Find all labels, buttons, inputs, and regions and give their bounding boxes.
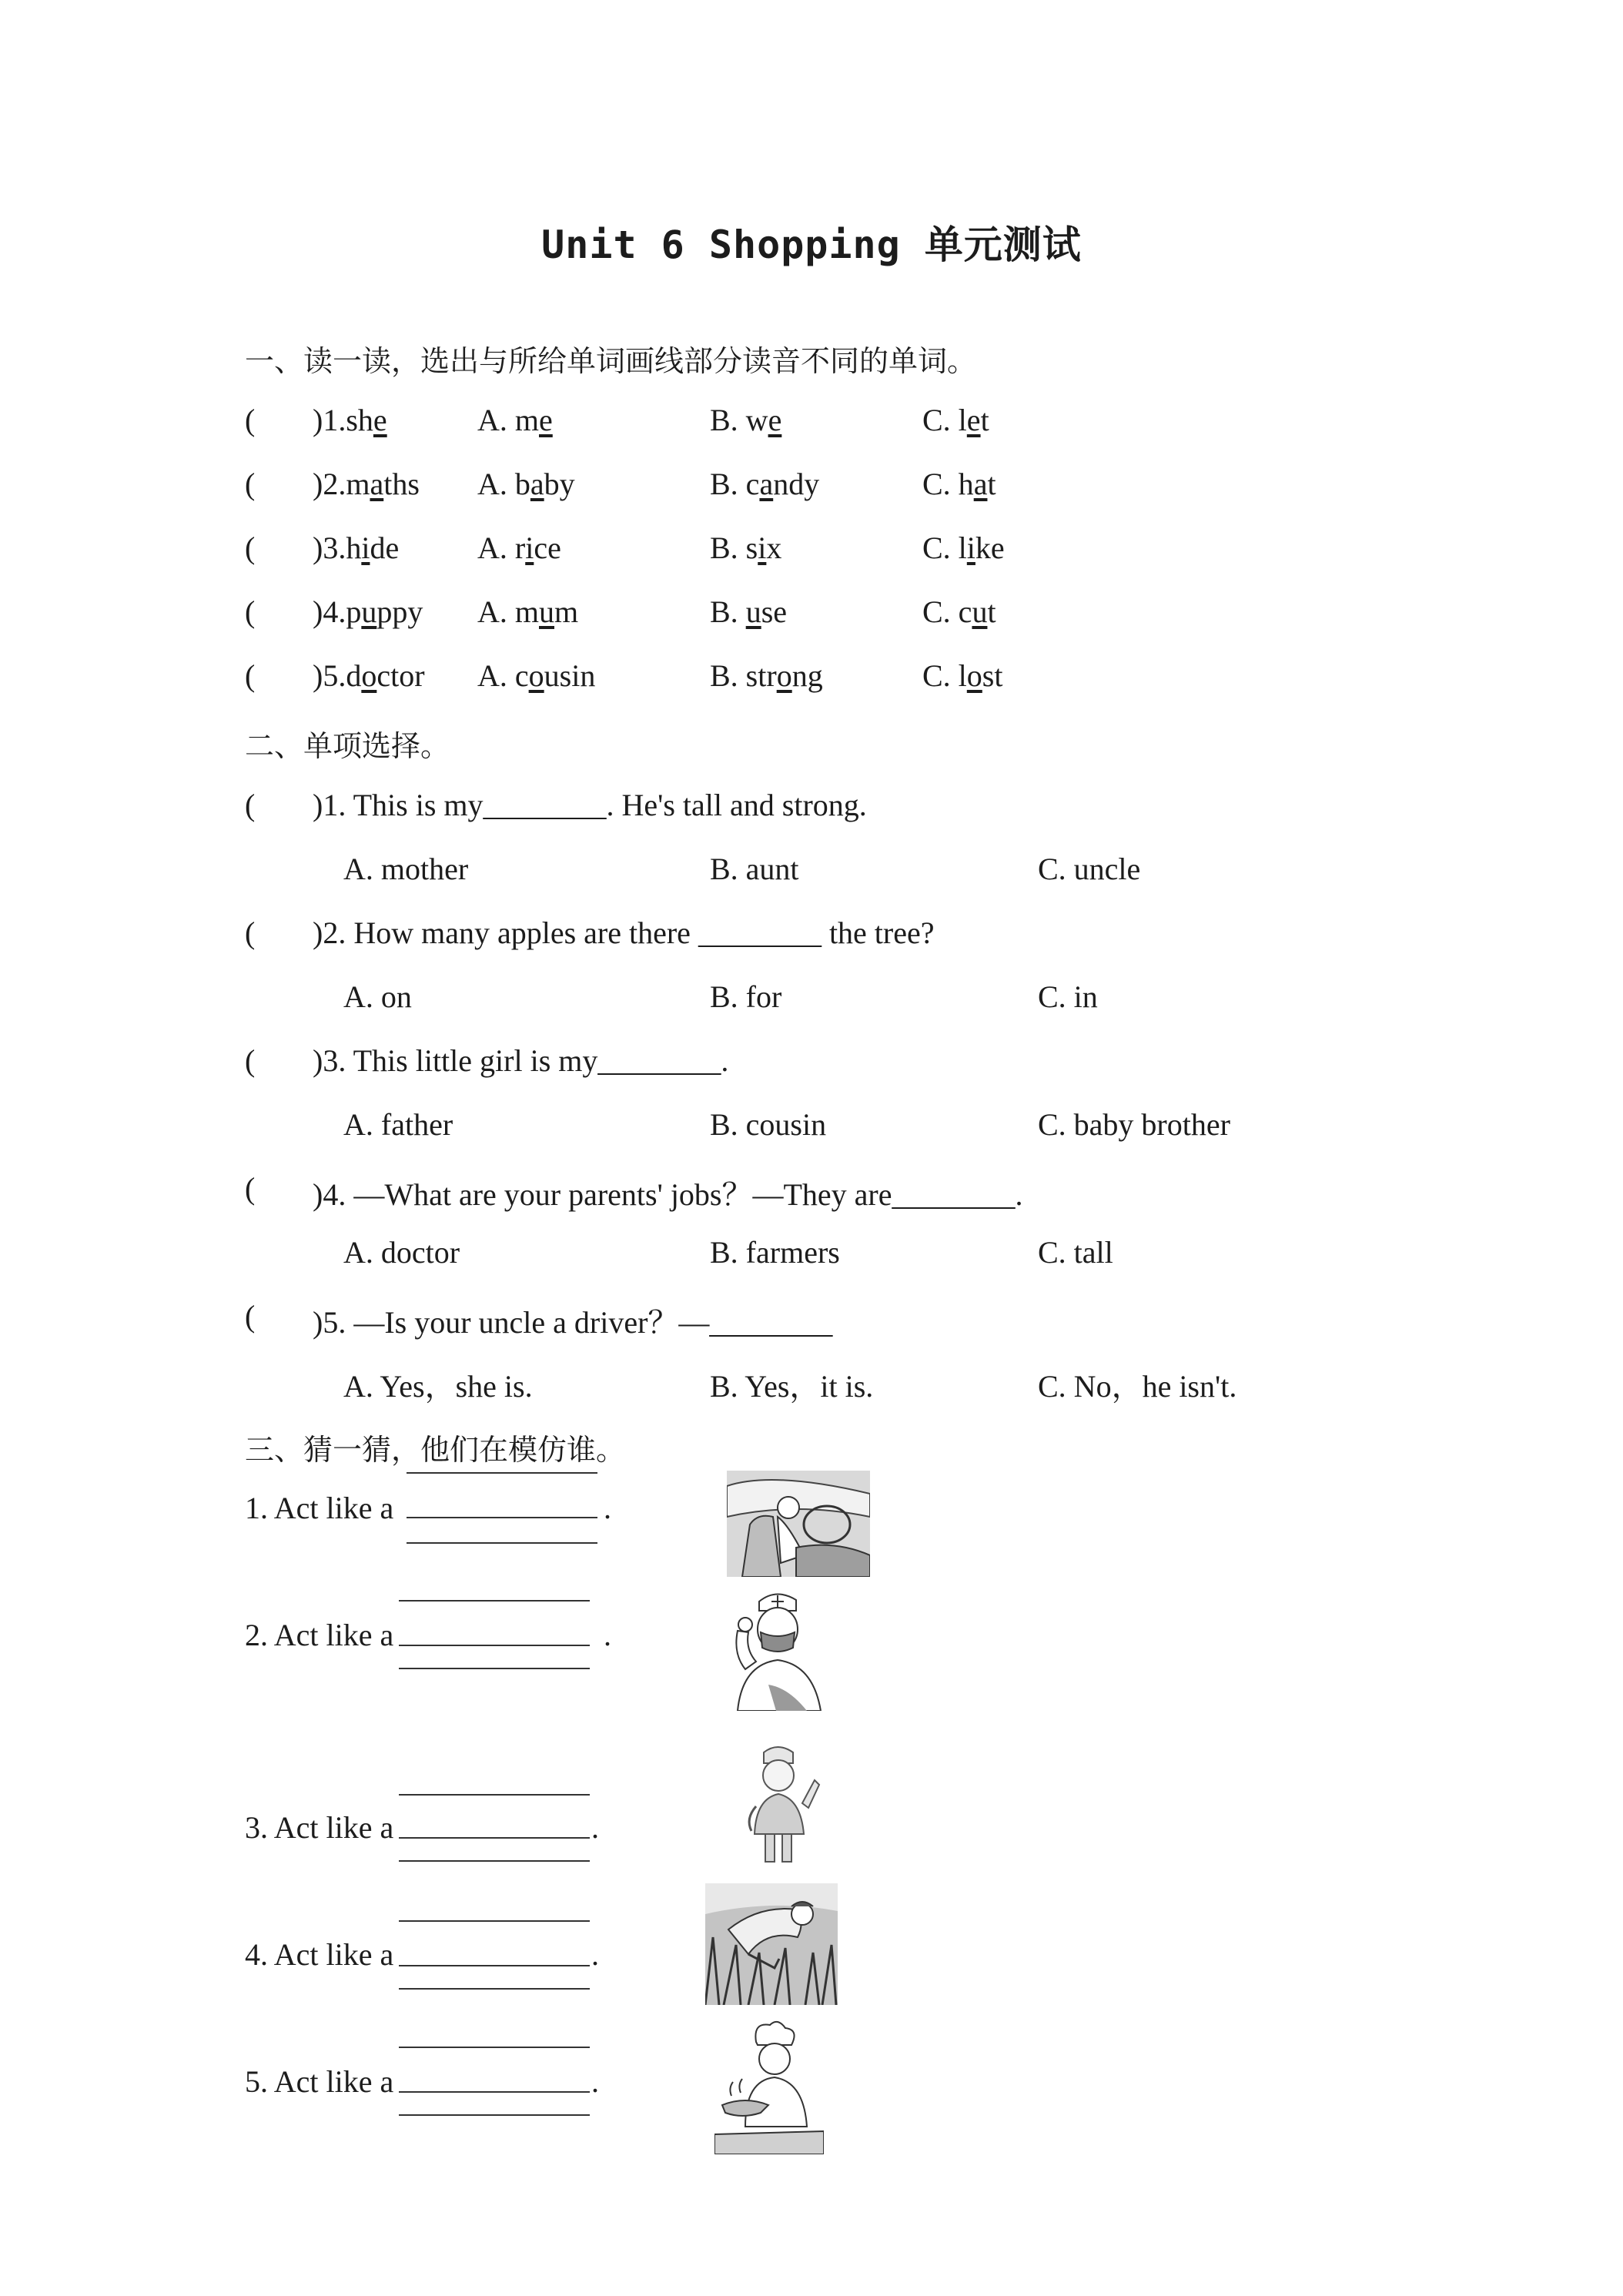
s3-item-5-end: . — [591, 2064, 599, 2099]
s2-q3-option-a: A. father — [343, 1107, 453, 1142]
option-b: B. six — [710, 530, 782, 565]
answer-line[interactable] — [407, 1517, 597, 1518]
answer-line[interactable] — [399, 2047, 590, 2048]
s3-item-2-label: 2. Act like a — [245, 1618, 394, 1652]
option-a: A. me — [477, 403, 553, 437]
answer-line[interactable] — [399, 1965, 590, 1966]
section3-heading: 三、猜一猜，他们在模仿谁。 — [245, 1433, 626, 1467]
s2-q4-option-b: B. farmers — [710, 1235, 840, 1270]
option-a: A. cousin — [477, 658, 596, 693]
answer-paren-open[interactable]: ( — [245, 530, 256, 565]
farmer-picture — [705, 1883, 838, 2005]
option-c: C. lost — [922, 658, 1003, 693]
s2-q5-option-c: C. No，he isn't. — [1038, 1369, 1237, 1404]
answer-paren-open[interactable]: ( — [245, 788, 256, 822]
s3-item-5-label: 5. Act like a — [245, 2064, 394, 2099]
option-a: A. rice — [477, 530, 561, 565]
option-a: A. baby — [477, 467, 575, 501]
s3-item-4-end: . — [591, 1937, 599, 1972]
answer-paren-open[interactable]: ( — [245, 1171, 256, 1206]
answer-line[interactable] — [399, 2114, 590, 2116]
answer-line[interactable] — [399, 1860, 590, 1862]
answer-paren-open[interactable]: ( — [245, 658, 256, 693]
answer-line[interactable] — [407, 1472, 597, 1474]
answer-paren-open[interactable]: ( — [245, 594, 256, 629]
section2-heading: 二、单项选择。 — [245, 729, 450, 763]
s3-item-3-end: . — [591, 1810, 599, 1845]
s2-q2-option-b: B. for — [710, 979, 782, 1014]
s3-item-1-end: . — [604, 1491, 611, 1525]
option-a: A. mum — [477, 594, 579, 629]
s3-item-3-label: 3. Act like a — [245, 1810, 394, 1845]
answer-line[interactable] — [399, 1668, 590, 1669]
s3-item-4-label: 4. Act like a — [245, 1937, 394, 1972]
answer-paren-open[interactable]: ( — [245, 403, 256, 437]
answer-line[interactable] — [399, 1794, 590, 1796]
option-c: C. let — [922, 403, 989, 437]
s2-q2-option-c: C. in — [1038, 979, 1098, 1014]
option-b: B. candy — [710, 467, 820, 501]
s2-q2-option-a: A. on — [343, 979, 412, 1014]
s2-q4-option-c: C. tall — [1038, 1235, 1113, 1270]
answer-line[interactable] — [399, 1645, 590, 1646]
option-b: B. strong — [710, 658, 823, 693]
nurse-picture — [738, 1742, 821, 1865]
option-b: B. we — [710, 403, 782, 437]
answer-line[interactable] — [399, 1837, 590, 1839]
page-title: Unit 6 Shopping 单元测试 — [541, 223, 1082, 267]
option-c: C. like — [922, 530, 1005, 565]
option-b: B. use — [710, 594, 788, 629]
s2-q1-option-a: A. mother — [343, 852, 469, 886]
s2-q3-option-b: B. cousin — [710, 1107, 827, 1142]
answer-line[interactable] — [399, 1600, 590, 1602]
answer-line[interactable] — [407, 1542, 597, 1544]
option-c: C. cut — [922, 594, 996, 629]
s2-q4-option-a: A. doctor — [343, 1235, 460, 1270]
worksheet-page: Unit 6 Shopping 单元测试 一、读一读，选出与所给单词画线部分读音不同的单词。 ( )1.she A. me B. we C. let ( )2.maths A. baby B. candy C. hat ( )3.hide A. rice B. six C. like ( )4.puppy A. mum B. use C. cut ( )5.doctor A. cousin B. strong C. lost 二、单项选择。 ( )1. This is my________. He's tall and strong. A. mother B. aunt C. uncle ( )2. How many apples are there ________ the tree? A. on B. for C. in ( )3. This little girl is my________. A. father B. cousin C. baby brother ( )4. —What are your parents' jobs？—They are________. A. doctor B. farmers C. tall ( )5. —Is your uncle a driver？—________ A. Yes，she is. B. Yes，it is. C. No，he isn't. 三、猜一猜，他们在模仿谁。 1. Act like a . 2. Act like a . 3. Act like a . 4. Act like a . 5. Act like a . — [0, 0, 1623, 2296]
s3-item-2-end: . — [604, 1618, 611, 1652]
answer-line[interactable] — [399, 2091, 590, 2093]
section1-heading: 一、读一读，选出与所给单词画线部分读音不同的单词。 — [245, 344, 977, 378]
s3-item-1-label: 1. Act like a — [245, 1491, 394, 1525]
answer-line[interactable] — [399, 1988, 590, 1990]
s2-q5-option-a: A. Yes，she is. — [343, 1369, 533, 1404]
answer-paren-open[interactable]: ( — [245, 467, 256, 501]
answer-paren-open[interactable]: ( — [245, 1299, 256, 1334]
doctor-picture — [722, 1585, 835, 1711]
cook-picture — [714, 2019, 824, 2154]
answer-line[interactable] — [399, 1920, 590, 1922]
answer-paren-open[interactable]: ( — [245, 915, 256, 950]
s2-q1-option-b: B. aunt — [710, 852, 799, 886]
s2-q3-option-c: C. baby brother — [1038, 1107, 1230, 1142]
s2-q1-option-c: C. uncle — [1038, 852, 1141, 886]
s2-q5-option-b: B. Yes，it is. — [710, 1369, 874, 1404]
option-c: C. hat — [922, 467, 996, 501]
answer-paren-open[interactable]: ( — [245, 1043, 256, 1078]
driver-picture — [727, 1471, 870, 1577]
